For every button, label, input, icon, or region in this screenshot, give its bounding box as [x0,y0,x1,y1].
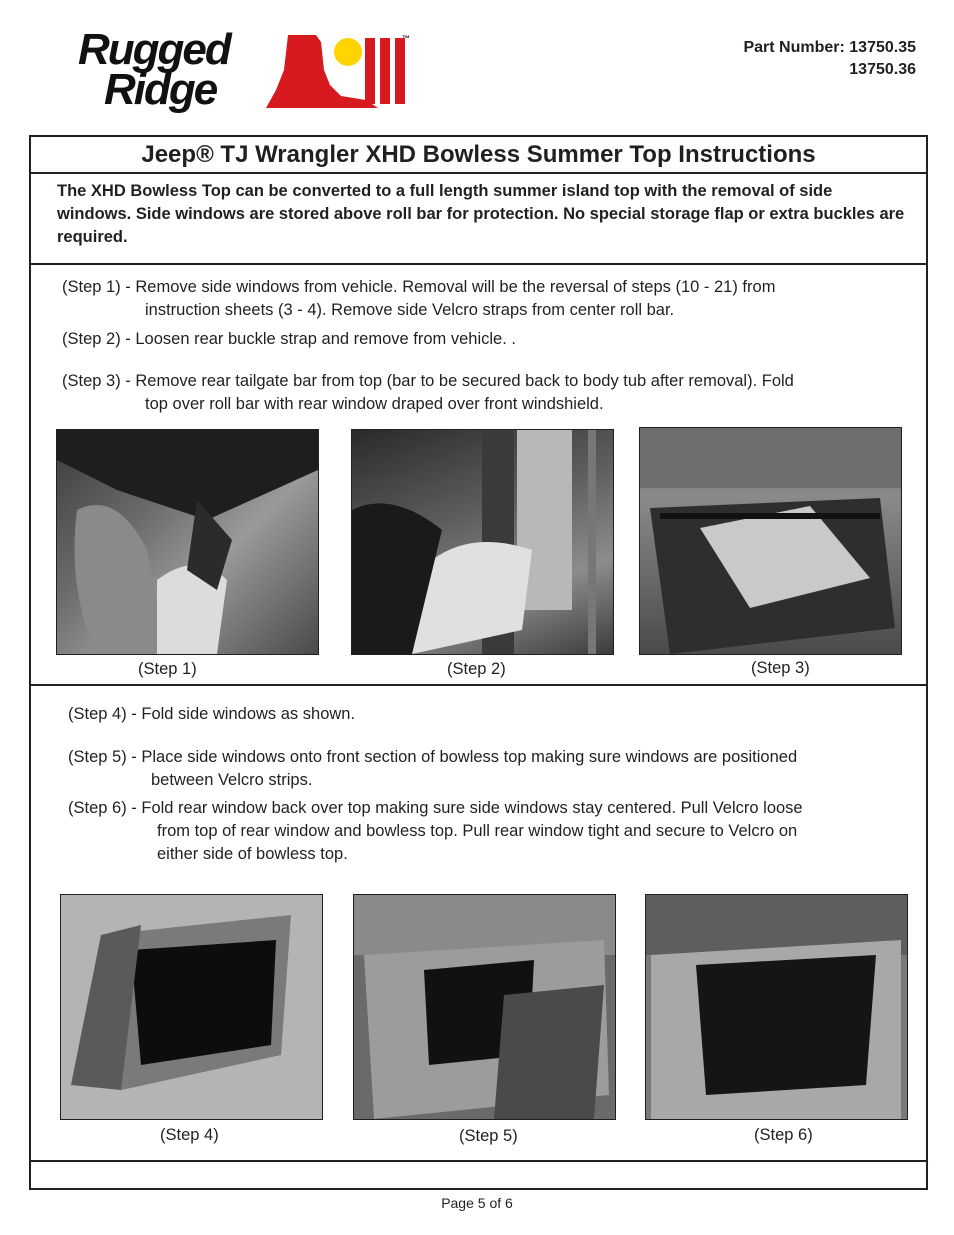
step-text: Place side windows onto front section of bowless top making sure windows are positioned [141,748,798,766]
part-number-line-1: Part Number: 13750.35 [743,39,916,56]
step-3 [62,370,912,416]
step-5 [68,746,918,792]
caption-step-2: (Step 2) [447,660,506,678]
page-number: Page 5 of 6 [441,1195,513,1211]
step-6-photo [645,894,908,1120]
step-6 [68,797,926,866]
divider [31,1160,926,1162]
brand-mark-icon [266,30,416,110]
brand-line-2: Ridge [104,65,217,114]
step-text: Fold rear window back over top making sure side windows stay centered. Pull Velcro loose [141,799,803,817]
step-text: Remove rear tailgate bar from top (bar to be secured back to body tub after removal). Fold [135,372,794,390]
step-text: between Velcro strips. [151,771,313,789]
caption-step-6: (Step 6) [754,1126,813,1144]
step-label: (Step 3) - [62,372,136,390]
caption-step-4: (Step 4) [160,1126,219,1144]
step-3-photo [639,427,902,655]
step-text: from top of rear window and bowless top. Pull rear window tight and secure to Velcro on [157,822,798,840]
divider [31,263,926,265]
step-text: top over roll bar with rear window draped over front windshield. [145,395,604,413]
document-title: Jeep® TJ Wrangler XHD Bowless Summer Top Instructions [141,141,816,168]
step-1 [62,276,912,322]
intro-text: The XHD Bowless Top can be converted to a full length summer island top with the removal of side windows. Side windows are stored above roll bar for protection. No special storage flap or extra buckles are required. [57,182,905,246]
instruction-frame [29,135,928,1190]
caption-step-3: (Step 3) [751,659,810,677]
step-label: (Step 6) - [68,799,142,817]
part-number-line-2: 13750.36 [849,61,916,78]
divider [31,172,926,174]
brand-line-1: Rugged [78,25,230,74]
step-text: Remove side windows from vehicle. Removal will be the reversal of steps (10 - 21) from [135,278,776,296]
step-text: Loosen rear buckle strap and remove from vehicle. . [135,330,516,348]
step-label: (Step 5) - [68,748,142,766]
step-1-photo [56,429,319,655]
step-label: (Step 4) - [68,705,142,723]
caption-step-5: (Step 5) [459,1127,518,1145]
step-2-photo [351,429,614,655]
step-5-photo [353,894,616,1120]
trademark-symbol: ™ [402,34,410,43]
step-text: instruction sheets (3 - 4). Remove side Velcro straps from center roll bar. [145,301,675,319]
part-number [743,37,916,81]
step-4-photo [60,894,323,1120]
step-4 [68,703,918,726]
step-text: Fold side windows as shown. [141,705,356,723]
step-text: either side of bowless top. [157,845,348,863]
caption-step-1: (Step 1) [138,660,197,678]
step-label: (Step 2) - [62,330,136,348]
rugged-ridge-logo [78,25,413,115]
step-label: (Step 1) - [62,278,136,296]
divider [31,684,926,686]
step-2 [62,328,912,351]
